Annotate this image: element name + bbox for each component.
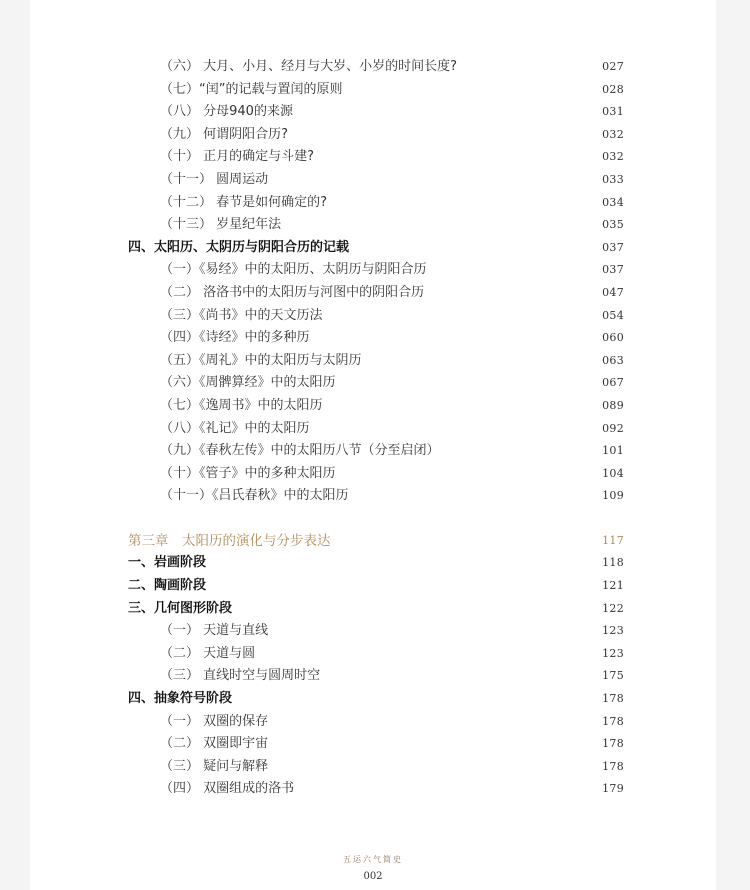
toc-entry-page: 035: [602, 218, 624, 232]
toc-subsection[interactable]: [30, 79, 716, 102]
toc-subsection[interactable]: [30, 259, 716, 282]
toc-section[interactable]: [30, 598, 716, 621]
toc-entry-page: 032: [602, 127, 624, 141]
toc-entry-title: （九）《春秋左传》中的太阳历八节（分至启闭）: [160, 443, 440, 459]
toc-subsection[interactable]: [30, 146, 716, 169]
toc-entry-page: 031: [602, 105, 624, 119]
toc-subsection[interactable]: [30, 733, 716, 756]
toc-entry-page: 121: [602, 579, 624, 593]
toc-entry-title: （七）《逸周书》中的太阳历: [160, 397, 323, 413]
toc-chapter[interactable]: [30, 530, 716, 553]
toc-entry-title: 四、抽象符号阶段: [128, 691, 233, 707]
toc-entry-page: 178: [602, 759, 624, 773]
toc-entry-page: 123: [602, 624, 624, 638]
toc-section[interactable]: [30, 552, 716, 575]
toc-entry-page: 179: [602, 782, 624, 796]
toc-entry-page: 175: [602, 669, 624, 683]
toc-section[interactable]: [30, 688, 716, 711]
footer-book-title: 五运六气简史: [343, 855, 403, 864]
toc-entry-page: 034: [602, 195, 624, 209]
toc-entry-title: （十一） 圆周运动: [160, 171, 269, 187]
toc-entry-title: （十三） 岁星纪年法: [160, 217, 282, 233]
toc-subsection[interactable]: [30, 56, 716, 79]
toc-entry-title: （四）《诗经》中的多种历: [160, 330, 310, 346]
table-of-contents: [30, 56, 716, 801]
toc-entry-title: （六）《周髀算经》中的太阳历: [160, 375, 336, 391]
toc-entry-title: （三） 疑问与解释: [160, 758, 269, 774]
toc-subsection[interactable]: [30, 395, 716, 418]
toc-subsection[interactable]: [30, 485, 716, 508]
toc-entry-title: （一） 天道与直线: [160, 623, 269, 639]
toc-entry-title: （十二） 春节是如何确定的?: [160, 194, 328, 210]
toc-section[interactable]: [30, 575, 716, 598]
toc-entry-title: （三）《尚书》中的天文历法: [160, 307, 323, 323]
toc-entry-title: （七）“闰”的记载与置闰的原则: [160, 81, 343, 97]
toc-entry-page: 032: [602, 150, 624, 164]
toc-entry-page: 104: [602, 466, 624, 480]
toc-entry-page: 178: [602, 714, 624, 728]
toc-entry-page: 028: [602, 82, 624, 96]
toc-entry-title: （一）《易经》中的太阳历、太阴历与阴阳合历: [160, 262, 427, 278]
toc-subsection[interactable]: [30, 282, 716, 305]
toc-subsection[interactable]: [30, 756, 716, 779]
toc-page: [30, 0, 716, 890]
toc-entry-title: （一） 双圈的保存: [160, 713, 269, 729]
toc-subsection[interactable]: [30, 778, 716, 801]
toc-entry-title: （四） 双圈组成的洛书: [160, 781, 295, 797]
toc-entry-page: 037: [602, 240, 624, 254]
toc-entry-title: （三） 直线时空与圆周时空: [160, 668, 321, 684]
toc-entry-title: （六） 大月、小月、经月与大岁、小岁的时间长度?: [160, 59, 458, 74]
toc-entry-page: 109: [602, 489, 624, 503]
toc-subsection[interactable]: [30, 620, 716, 643]
toc-entry-page: 178: [602, 692, 624, 706]
toc-entry-page: 060: [602, 331, 624, 345]
toc-entry-page: 118: [602, 556, 624, 570]
toc-entry-page: 122: [602, 601, 624, 615]
toc-entry-page: 178: [602, 737, 624, 751]
toc-entry-title: （九） 何谓阴阳合历?: [160, 126, 289, 142]
toc-entry-page: 067: [602, 376, 624, 390]
toc-subsection[interactable]: [30, 372, 716, 395]
toc-entry-page: 033: [602, 172, 624, 186]
toc-subsection[interactable]: [30, 665, 716, 688]
toc-entry-page: 117: [602, 533, 624, 547]
toc-entry-title: 四、太阳历、太阴历与阴阳合历的记载: [128, 239, 350, 255]
footer-page-number: 002: [363, 871, 383, 882]
toc-subsection[interactable]: [30, 192, 716, 215]
toc-entry-title: （八）《礼记》中的太阳历: [160, 420, 310, 436]
toc-section[interactable]: [30, 237, 716, 260]
toc-subsection[interactable]: [30, 418, 716, 441]
toc-entry-title: （二） 天道与圆: [160, 645, 256, 661]
toc-entry-title: （十） 正月的确定与斗建?: [160, 149, 315, 165]
toc-subsection[interactable]: [30, 440, 716, 463]
toc-subsection[interactable]: [30, 305, 716, 328]
toc-entry-title: （十一）《吕氏春秋》中的太阳历: [160, 488, 349, 504]
toc-entry-page: 054: [602, 308, 624, 322]
toc-entry-title: （十）《管子》中的多种太阳历: [160, 465, 336, 481]
section-gap: [30, 508, 716, 530]
toc-entry-page: 101: [602, 444, 624, 458]
toc-entry-title: 二、陶画阶段: [128, 578, 207, 594]
toc-entry-title: 三、几何图形阶段: [128, 600, 233, 616]
toc-subsection[interactable]: [30, 214, 716, 237]
toc-subsection[interactable]: [30, 169, 716, 192]
toc-entry-title: （五）《周礼》中的太阳历与太阴历: [160, 352, 362, 368]
toc-subsection[interactable]: [30, 101, 716, 124]
toc-subsection[interactable]: [30, 350, 716, 373]
toc-subsection[interactable]: [30, 643, 716, 666]
toc-entry-page: 027: [602, 60, 624, 73]
toc-entry-title: （二） 洛洛书中的太阳历与河图中的阴阳合历: [160, 284, 425, 300]
toc-subsection[interactable]: [30, 711, 716, 734]
toc-entry-page: 089: [602, 398, 624, 412]
toc-subsection[interactable]: [30, 124, 716, 147]
toc-entry-title: （八） 分母940的来源: [160, 104, 293, 120]
toc-subsection[interactable]: [30, 327, 716, 350]
toc-entry-page: 037: [602, 263, 624, 277]
toc-entry-page: 092: [602, 421, 624, 435]
toc-entry-title: 第三章 太阳历的演化与分步表达: [128, 532, 331, 549]
toc-entry-page: 063: [602, 353, 624, 367]
toc-entry-page: 047: [602, 285, 624, 299]
toc-entry-title: （二） 双圈即宇宙: [160, 736, 269, 752]
toc-entry-page: 123: [602, 646, 624, 660]
toc-entry-title: 一、岩画阶段: [128, 555, 207, 571]
toc-subsection[interactable]: [30, 463, 716, 486]
